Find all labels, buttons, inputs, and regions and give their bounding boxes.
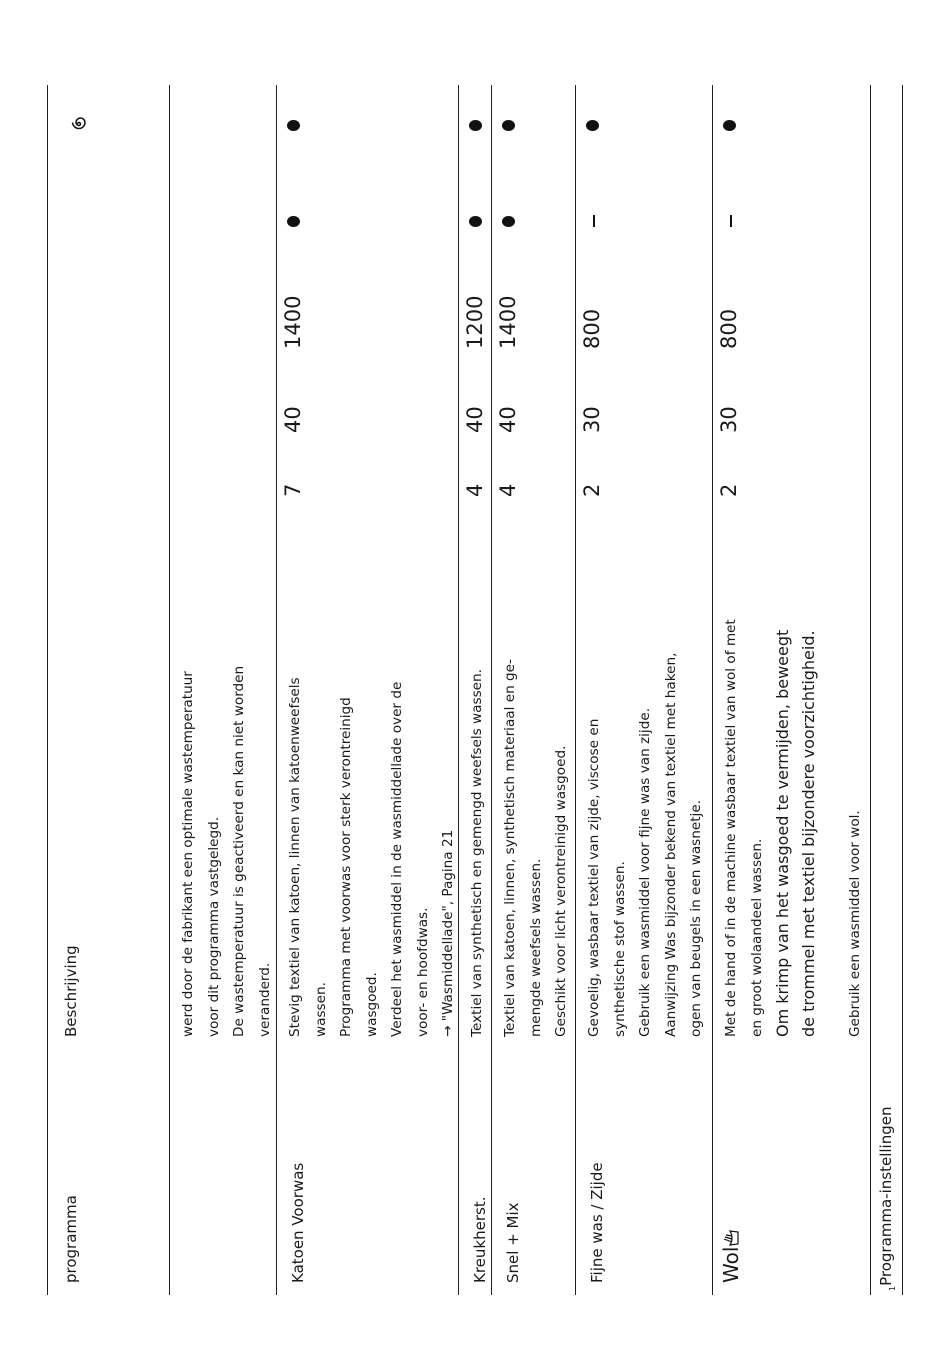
footnote-row [870,85,903,1295]
option-spin [277,120,304,131]
option-1 [576,215,599,227]
desc-line: Aanwijzing Was bijzonder bekend van textiel met haken, [662,652,679,1037]
footnote [877,1107,897,1291]
option-1 [492,216,519,227]
max-load: 2 [717,483,741,497]
spin-speed: 1200 [463,295,487,349]
program-table [47,85,903,1295]
desc-line: Textiel van synthetisch en gemengd weefsels wassen. [469,669,485,1037]
option-spin [576,120,603,131]
program-name: Snel + Mix [504,1202,522,1283]
program-name: Fijne was / Zijde [588,1162,606,1283]
intro-row [169,85,276,1295]
desc-line: voor- en hoofdwas. [414,907,431,1037]
desc-line: ogen van beugels in een wasnetje. [688,799,704,1037]
spin-speed: 1400 [281,295,305,349]
desc-line: werd door de fabrikant een optimale wastemperatuur [180,671,196,1037]
desc-line: Om krimp van het wasgoed te vermijden, beweegt [773,629,792,1037]
desc-line: veranderd. [256,962,273,1037]
bullet-icon [502,120,515,131]
program-row [575,85,712,1295]
header-row [47,85,169,1295]
desc-line: mengde weefsels wassen. [527,858,544,1037]
bullet-icon [586,120,599,131]
option-1 [277,216,304,227]
desc-line: De wastemperatuur is geactiveerd en kan niet worden [231,665,247,1037]
desc-line: Textiel van katoen, linnen, synthetisch materiaal en ge- [502,659,518,1037]
temperature: 30 [580,406,604,433]
bullet-icon [287,216,300,227]
footnote-text: Programma-instellingen [877,1106,895,1286]
spin-speed: 1400 [496,295,520,349]
desc-line: Gebruik een wasmiddel voor wol. [847,810,863,1037]
desc-line: wasgoed. [363,972,380,1037]
program-row [491,85,575,1295]
temperature: 40 [463,406,487,433]
program-row [276,85,458,1295]
program-name: Kreukherst. [471,1196,489,1283]
hand-wash-icon [722,1229,740,1247]
desc-line: → "Wasmiddellade", Pagina 21 [440,829,456,1037]
program-description [498,497,575,1037]
temperature: 40 [496,406,520,433]
desc-line: Verdeel het wasmiddel in de wasmiddellade over de [389,681,405,1037]
desc-line: Gebruik een wasmiddel voor fijne was van zijde. [637,707,653,1037]
program-description [465,497,491,1037]
bullet-icon [469,120,482,131]
bullet-icon [469,216,482,227]
program-row [712,85,870,1295]
spin-speed: 800 [580,308,604,349]
program-description [719,497,869,1037]
spin-spiral-icon [70,115,92,133]
bullet-icon [287,120,300,131]
desc-line: Met de hand of in de machine wasbaar textiel van wol of met [723,619,739,1037]
desc-line: Programma met voorwas voor sterk verontreinigd [338,697,354,1037]
max-load: 4 [463,483,487,497]
option-1 [459,216,486,227]
max-load: 2 [580,483,604,497]
dash-icon [730,215,732,227]
temperature: 40 [281,406,305,433]
option-spin [492,120,519,131]
program-description [582,497,710,1037]
desc-line: en groot wolaandeel wassen. [748,838,765,1037]
program-description [283,497,462,1037]
dash-icon [593,215,595,227]
bullet-icon [502,216,515,227]
max-load: 7 [281,483,305,497]
option-spin [459,120,486,131]
program-name [719,1229,743,1283]
desc-line: wassen. [312,982,329,1037]
desc-line: Geschikt voor licht verontreinigd wasgoed. [553,745,569,1037]
intro-description [176,497,278,1037]
desc-line: synthetische stof wassen. [611,861,628,1037]
program-row [458,85,491,1295]
program-name-text: Wol [719,1246,743,1283]
max-load: 4 [496,483,520,497]
desc-line: voor dit programma vastgelegd. [205,816,222,1037]
bullet-icon [723,120,736,131]
header-beschrijving: Beschrijving [62,945,80,1037]
program-name: Katoen Voorwas [289,1162,307,1283]
desc-line: Stevig textiel van katoen, linnen van katoenweefsels [287,677,303,1037]
spin-speed: 800 [717,308,741,349]
option-1 [713,215,736,227]
option-spin [713,120,740,131]
header-programma: programma [62,1195,80,1283]
footnote-mark: 1 [888,1285,897,1291]
temperature: 30 [717,406,741,433]
desc-line: Gevoelig, wasbaar textiel van zijde, viscose en [586,718,602,1037]
desc-line: de trommel met textiel bijzondere voorzichtigheid. [798,630,818,1037]
